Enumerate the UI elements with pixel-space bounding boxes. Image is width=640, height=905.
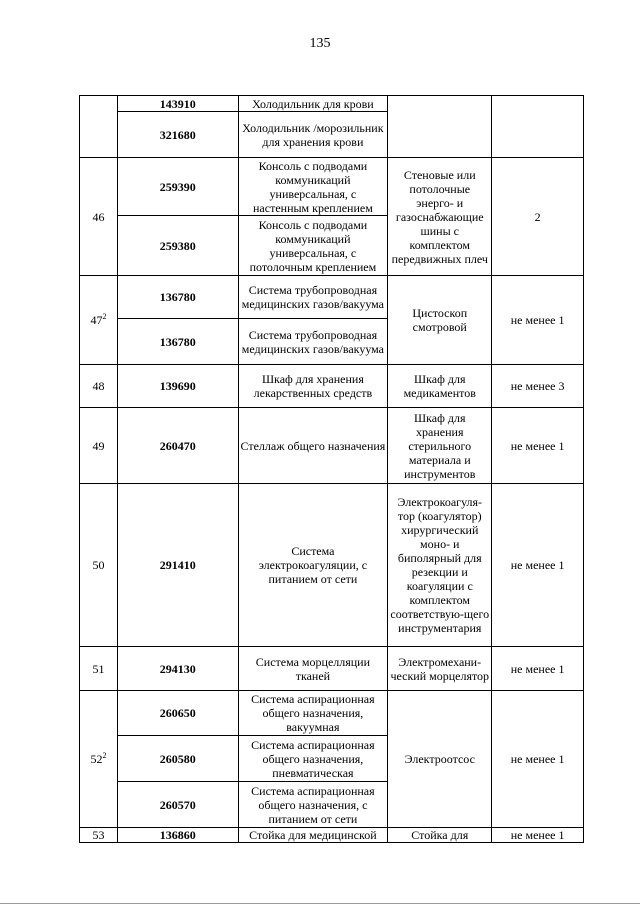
num-cell: 53 — [80, 828, 118, 843]
code-cell: 259380 — [117, 216, 238, 276]
code-cell: 260470 — [117, 408, 238, 484]
qty-cell — [492, 96, 584, 158]
qty-cell: не менее 1 — [492, 828, 584, 843]
table-row — [80, 96, 584, 112]
table-row — [80, 691, 584, 736]
equip-cell: Стеновые или потолочные энерго- и газоснабжающие шины с комплектом передвижных плеч — [388, 158, 492, 276]
code-cell: 321680 — [117, 112, 238, 158]
name-cell: Система электрокоагуляции, с питанием от сети — [238, 484, 388, 647]
qty-cell: не менее 1 — [492, 484, 584, 647]
code-cell: 259390 — [117, 158, 238, 216]
name-cell: Система морцелляции тканей — [238, 647, 388, 691]
superscript: 2 — [102, 312, 107, 321]
num-cell — [80, 691, 118, 828]
code-cell: 136860 — [117, 828, 238, 843]
code-cell: 291410 — [117, 484, 238, 647]
num-cell — [80, 276, 118, 365]
superscript: 2 — [102, 751, 107, 760]
table-row — [80, 365, 584, 408]
table-row — [80, 647, 584, 691]
num-value: 52 — [90, 752, 103, 766]
equip-cell: Электрокоагуля-тор (коагулятор) хирургический моно- и биполярный для резекции и коагуляции с комплектом соответствую-щего инструментария — [388, 484, 492, 647]
table-row — [80, 484, 584, 647]
name-cell: Консоль с подводами коммуникаций универсальная, с потолочным креплением — [238, 216, 388, 276]
name-cell: Стойка для медицинской — [238, 828, 388, 843]
code-cell: 139690 — [117, 365, 238, 408]
num-cell: 50 — [80, 484, 118, 647]
qty-cell: 2 — [492, 158, 584, 276]
code-cell: 143910 — [117, 96, 238, 112]
table-row — [80, 828, 584, 843]
qty-cell: не менее 1 — [492, 647, 584, 691]
equip-cell: Электромехани-ческий морцелятор — [388, 647, 492, 691]
equip-cell — [388, 96, 492, 158]
num-cell — [80, 96, 118, 158]
equip-cell: Шкаф для медикаментов — [388, 365, 492, 408]
num-value: 47 — [90, 313, 103, 327]
name-cell: Система аспирационная общего назначения, вакуумная — [238, 691, 388, 736]
code-cell: 136780 — [117, 319, 238, 365]
qty-cell: не менее 1 — [492, 408, 584, 484]
num-cell: 49 — [80, 408, 118, 484]
qty-cell: не менее 3 — [492, 365, 584, 408]
num-cell: 46 — [80, 158, 118, 276]
name-cell: Система аспирационная общего назначения, пневматическая — [238, 736, 388, 782]
name-cell: Система трубопроводная медицинских газов/вакуума — [238, 276, 388, 319]
code-cell: 260650 — [117, 691, 238, 736]
num-cell: 51 — [80, 647, 118, 691]
name-cell: Стеллаж общего назначения — [238, 408, 388, 484]
table-row — [80, 276, 584, 319]
num-cell: 48 — [80, 365, 118, 408]
equip-cell: Шкаф для хранения стерильного материала и инструментов — [388, 408, 492, 484]
name-cell: Консоль с подводами коммуникаций универсальная, с настенным креплением — [238, 158, 388, 216]
page-number: 135 — [309, 36, 331, 51]
qty-cell: не менее 1 — [492, 691, 584, 828]
table-row — [80, 408, 584, 484]
equip-cell: Электроотсос — [388, 691, 492, 828]
name-cell: Система трубопроводная медицинских газов/вакуума — [238, 319, 388, 365]
code-cell: 294130 — [117, 647, 238, 691]
code-cell: 260580 — [117, 736, 238, 782]
page-edge-line — [0, 903, 640, 904]
name-cell: Шкаф для хранения лекарственных средств — [238, 365, 388, 408]
qty-cell: не менее 1 — [492, 276, 584, 365]
equip-cell: Стойка для — [388, 828, 492, 843]
equipment-table — [79, 95, 584, 843]
equip-cell: Цистоскоп смотровой — [388, 276, 492, 365]
name-cell: Система аспирационная общего назначения, с питанием от сети — [238, 782, 388, 828]
table-row — [80, 158, 584, 216]
code-cell: 136780 — [117, 276, 238, 319]
name-cell: Холодильник /морозильник для хранения крови — [238, 112, 388, 158]
code-cell: 260570 — [117, 782, 238, 828]
name-cell: Холодильник для крови — [238, 96, 388, 112]
